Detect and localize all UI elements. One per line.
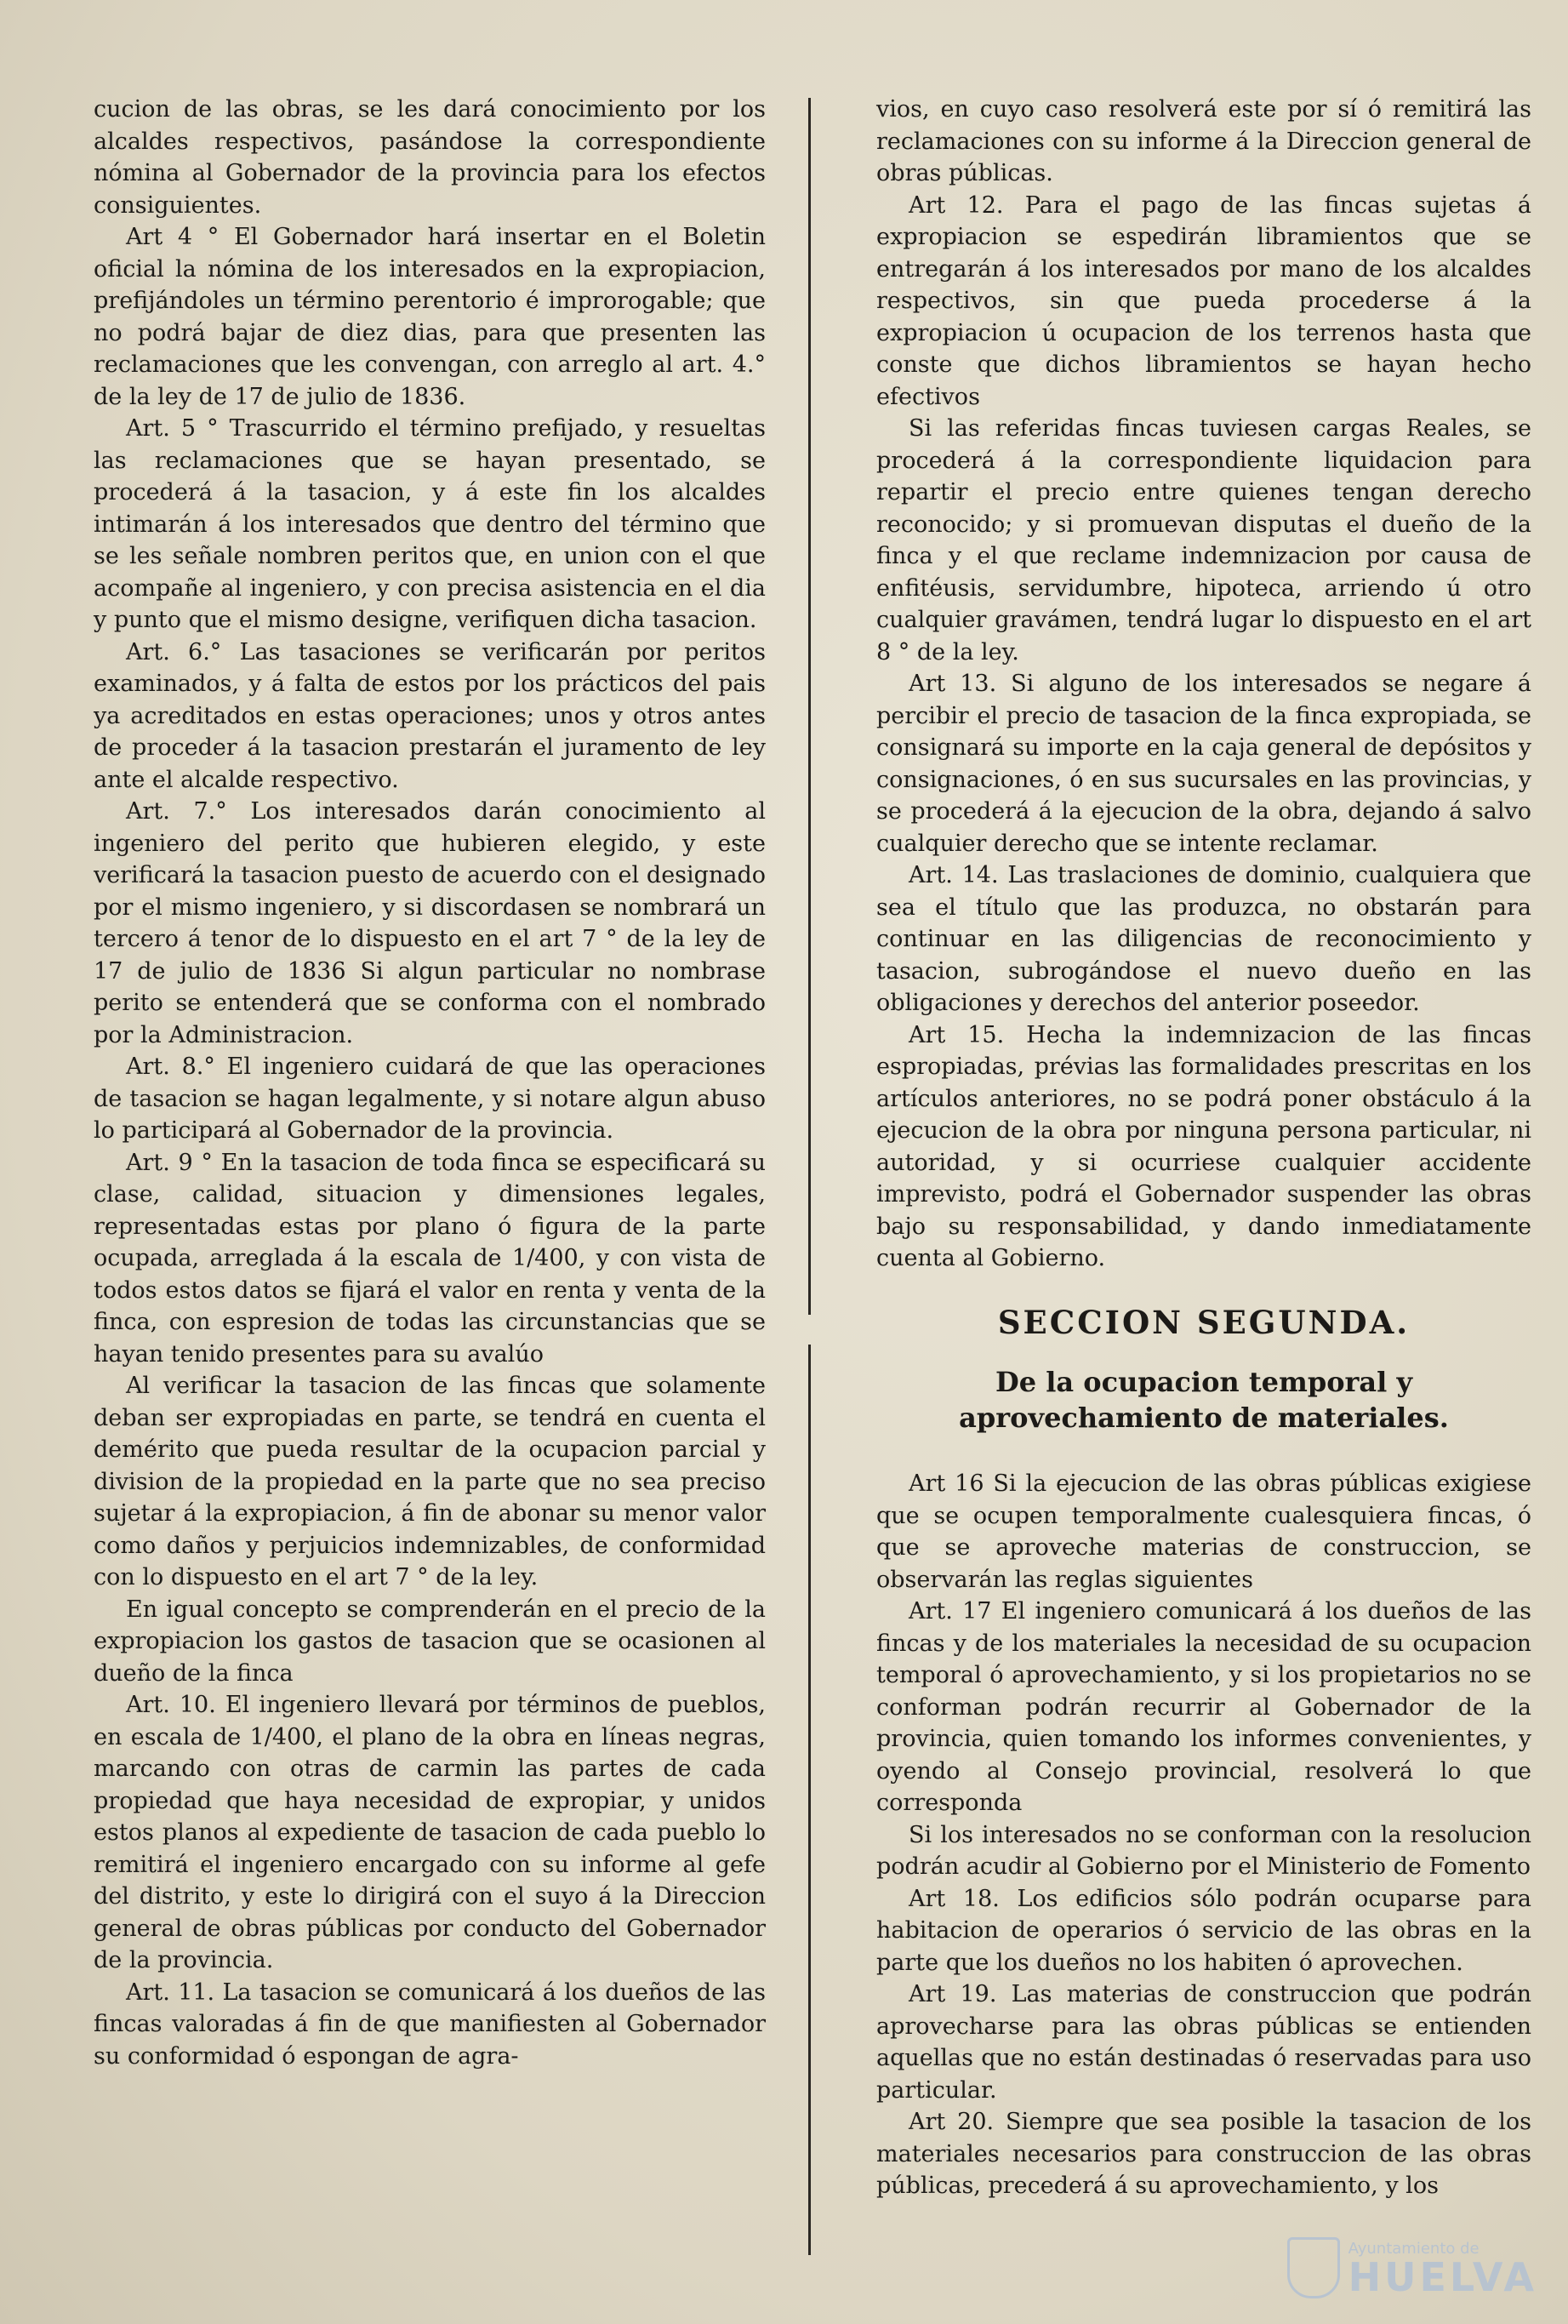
right-column xyxy=(876,94,1531,2202)
section-subtitle: De la ocupacion temporal y aprovechamiento de materiales. xyxy=(959,1366,1449,1434)
paragraph-art-17: Art. 17 El ingeniero comunicará á los dueños de las fincas y de los materiales la necesidad de su ocupacion temporal ó aprovechamiento, y si los propietarios no se conforman podrán recurrir al Gobernador de la provincia, quien tomando los informes convenientes, y oyendo al Consejo provincial, resolverá lo que corresponda xyxy=(876,1598,1531,1816)
paragraph-art-6: Art. 6.° Las tasaciones se verificarán por peritos examinados, y á falta de estos por los prácticos del pais ya acreditados en estas operaciones; unos y otros antes de proceder á la tasacion prestarán el juramento de ley ante el alcalde respectivo. xyxy=(94,638,766,793)
paragraph-art-5: Art. 5 ° Trascurrido el término prefijado, y resueltas las reclamaciones que se hayan presentado, se procederá á la tasacion, y á este fin los alcaldes intimarán á los interesados que dentro del término que se les señale nombren peritos que, en union con el que acompañe al ingeniero, y con precisa asistencia en el dia y punto que el mismo designe, verifiquen dicha tasacion. xyxy=(94,415,766,633)
watermark-line2: HUELVA xyxy=(1348,2253,1537,2300)
paragraph-art-8: Art. 8.° El ingeniero cuidará de que las operaciones de tasacion se hagan legalmente, y si notare algun abuso lo participará al Gobernador de la provincia. xyxy=(94,1054,766,1144)
paragraph-art-19: Art 19. Las materias de construccion que podrán aprovecharse para las obras públicas se entienden aquellas que no están destinadas ó reservadas para uso particular. xyxy=(876,1981,1531,2104)
paragraph-art-20: Art 20. Siempre que sea posible la tasacion de los materiales necesarios para construccion de las obras públicas, precederá á su aprovechamiento, y los xyxy=(876,2109,1531,2199)
paragraph-art-16: Art 16 Si la ejecucion de las obras públicas exigiese que se ocupen temporalmente cualesquiera fincas, ó que se aproveche materias de construccion, se observarán las reglas siguientes xyxy=(876,1470,1531,1593)
left-column xyxy=(94,94,766,2072)
paragraph-art-13: Art 13. Si alguno de los interesados se negare á percibir el precio de tasacion de la finca expropiada, se consignará su importe en la caja general de depósitos y consignaciones, ó en sus sucursales en las provincias, y se procederá á la ejecucion de la obra, dejando á salvo cualquier derecho que se intente reclamar. xyxy=(876,671,1531,857)
archive-watermark xyxy=(1287,2237,1537,2298)
section-title: SECCION SEGUNDA. xyxy=(997,1303,1411,1341)
paragraph: vios, en cuyo caso resolverá este por sí ó remitirá las reclamaciones con su informe á la Direccion general de obras públicas. xyxy=(876,96,1531,186)
paragraph: Si las referidas fincas tuviesen cargas Reales, se procederá á la correspondiente liquidacion para repartir el precio entre quienes tengan derecho reconocido; y si promuevan disputas el dueño de la finca y el que reclame indemnizacion por causa de enfitéusis, servidumbre, hipoteca, arriendo ú otro cualquier gravámen, tendrá lugar lo dispuesto en el art 8 ° de la ley. xyxy=(876,415,1531,665)
paragraph-art-12: Art 12. Para el pago de las fincas sujetas á expropiacion se espedirán libramientos que se entregarán á los interesados por mano de los alcaldes respectivos, sin que pueda procederse á la expropiacion ú ocupacion de los terrenos hasta que conste que dichos libramientos se hayan hecho efectivos xyxy=(876,191,1531,410)
watermark-text xyxy=(1348,2239,1537,2300)
paragraph-art-10: Art. 10. El ingeniero llevará por términos de pueblos, en escala de 1/400, el plano de la obra en líneas negras, marcando con otras de carmin las partes de cada propiedad que haya necesidad de expropiar, y unidos estos planos al expediente de tasacion de cada pueblo lo remitirá el ingeniero encargado con su informe al gefe del distrito, y este lo dirigirá con el suyo á la Direccion general de obras públicas por conducto del Gobernador de la provincia. xyxy=(94,1692,766,1973)
column-divider xyxy=(808,1345,811,2255)
paragraph-art-15: Art 15. Hecha la indemnizacion de las fincas espropiadas, prévias las formalidades prescritas en los artículos anteriores, no se podrá poner obstáculo á la ejecucion de la obra por ninguna persona particular, ni autoridad, y si ocurriese cualquier accidente imprevisto, podrá el Gobernador suspender las obras bajo su responsabilidad, y dando inmediatamente cuenta al Gobierno. xyxy=(876,1021,1531,1271)
watermark-line1: Ayuntamiento de xyxy=(1348,2239,1480,2258)
paragraph-art-11: Art. 11. La tasacion se comunicará á los dueños de las fincas valoradas á fin de que manifiesten al Gobernador su conformidad ó espongan de agra- xyxy=(94,1979,766,2070)
paragraph-art-4: Art 4 ° El Gobernador hará insertar en el Boletin oficial la nómina de los interesados en la expropiacion, prefijándoles un término perentorio é improrogable; que no podrá bajar de diez dias, para que presenten las reclamaciones que les convengan, con arreglo al art. 4.° de la ley de 17 de julio de 1836. xyxy=(94,224,766,410)
paragraph: Al verificar la tasacion de las fincas que solamente deban ser expropiadas en parte, se tendrá en cuenta el demérito que pueda resultar de la ocupacion parcial y division de la propiedad en la parte que no sea preciso sujetar á la expropiacion, á fin de abonar su menor valor como daños y perjuicios indemnizables, de conformidad con lo dispuesto en el art 7 ° de la ley. xyxy=(94,1373,766,1590)
paragraph-art-9: Art. 9 ° En la tasacion de toda finca se especificará su clase, calidad, situacion y dimensiones legales, representadas estas por plano ó figura de la parte ocupada, arreglada á la escala de 1/400, y con vista de todos estos datos se fijará el valor en renta y venta de la finca, con espresion de todas las circunstancias que se hayan tenido presentes para su avalúo xyxy=(94,1149,766,1368)
paragraph: cucion de las obras, se les dará conocimiento por los alcaldes respectivos, pasándose la correspondiente nómina al Gobernador de la provincia para los efectos consiguientes. xyxy=(94,96,766,219)
paragraph: Si los interesados no se conforman con la resolucion podrán acudir al Gobierno por el Ministerio de Fomento xyxy=(876,1821,1531,1880)
paragraph: En igual concepto se comprenderán en el precio de la expropiacion los gastos de tasacion que se ocasionen al dueño de la finca xyxy=(94,1596,766,1687)
column-divider xyxy=(808,98,811,1315)
paragraph-art-7: Art. 7.° Los interesados darán conocimiento al ingeniero del perito que hubieren elegido, y este verificará la tasacion puesto de acuerdo con el designado por el mismo ingeniero, y si discordasen se nombrará un tercero á tenor de lo dispuesto en el art 7 ° de la ley de 17 de julio de 1836 Si algun particular no nombrase perito se entenderá que se conforma con el nombrado por la Administracion. xyxy=(94,798,766,1048)
coat-of-arms-icon xyxy=(1287,2237,1340,2298)
paragraph-art-14: Art. 14. Las traslaciones de dominio, cualquiera que sea el título que las produzca, no obstarán para continuar en las diligencias de reconocimiento y tasacion, subrogándose el nuevo dueño en las obligaciones y derechos del anterior poseedor. xyxy=(876,862,1531,1016)
paragraph-art-18: Art 18. Los edificios sólo podrán ocuparse para habitacion de operarios ó servicio de las obras en la parte que los dueños no los habiten ó aprovechen. xyxy=(876,1885,1531,1976)
